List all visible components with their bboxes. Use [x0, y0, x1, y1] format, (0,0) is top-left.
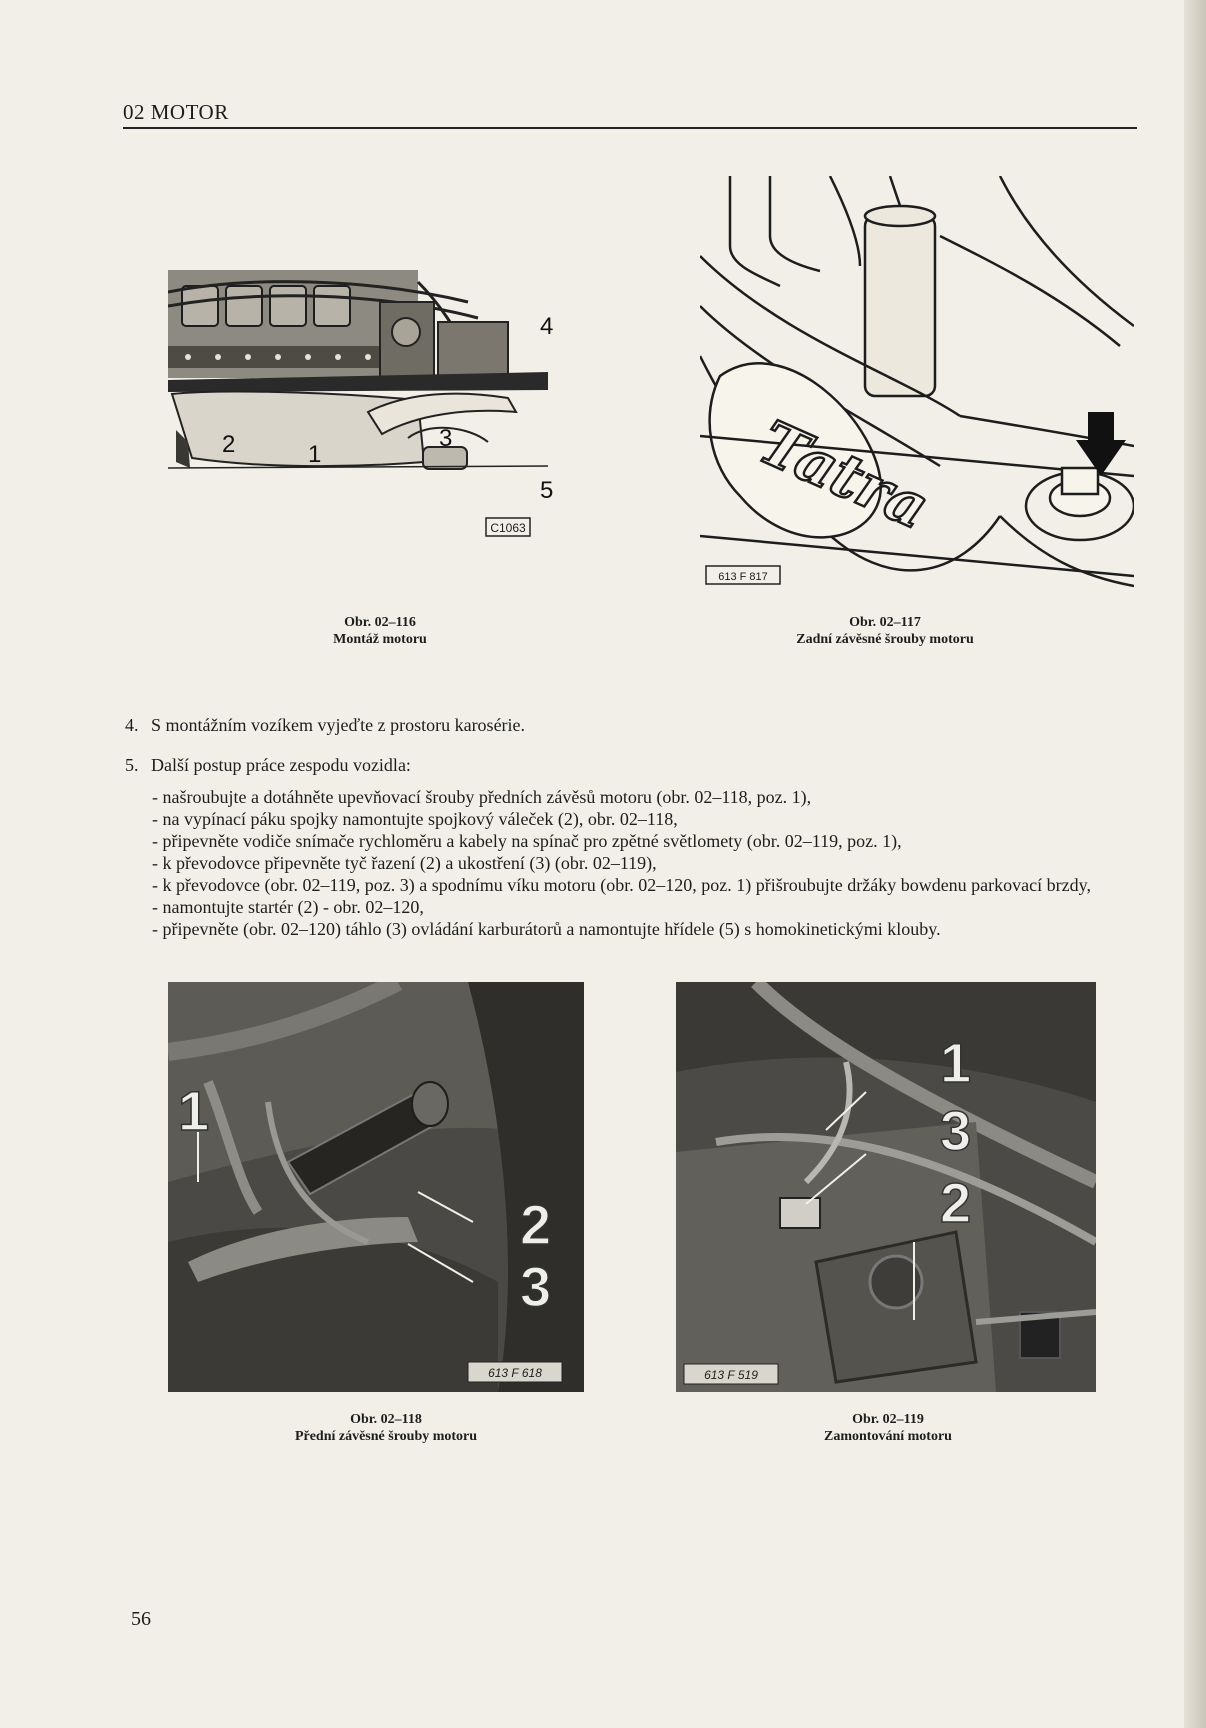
page-edge: [1184, 0, 1206, 1728]
figure-code: 613 F 817: [718, 571, 768, 583]
figure-02-117: [700, 176, 1134, 594]
front-mount-photo: [168, 982, 584, 1392]
figure-title: Montáž motoru: [333, 632, 427, 647]
figure-number: Obr. 02–118: [350, 1412, 422, 1427]
step-5: [125, 754, 411, 776]
page-number: 56: [131, 1608, 151, 1630]
caption-02-119: [758, 1411, 1018, 1445]
figure-number: Obr. 02–119: [852, 1412, 924, 1427]
header-rule: [123, 127, 1137, 129]
caption-02-117: [750, 614, 1020, 648]
caption-02-118: [256, 1411, 516, 1445]
figure-02-119: [676, 982, 1096, 1392]
list-item: - namontujte startér (2) - obr. 02–120,: [152, 897, 424, 917]
engine-drawing: [168, 262, 592, 592]
figure-number: Obr. 02–116: [344, 615, 416, 630]
figure-02-118: [168, 982, 584, 1392]
callout-label: 3: [520, 1255, 552, 1318]
figure-number: Obr. 02–117: [849, 615, 921, 630]
callout-label: 1: [940, 1031, 972, 1094]
step-text: Další postup práce zespodu vozidla:: [151, 755, 411, 775]
list-item: - k převodovce (obr. 02–119, poz. 3) a spodnímu víku motoru (obr. 02–120, poz. 1) přišroubujte držáky bowdenu parkovací brzdy,: [152, 875, 1091, 895]
callout-label: 1: [178, 1079, 210, 1142]
figure-02-116: [168, 262, 592, 592]
callout-label: 1: [308, 441, 322, 468]
engine-mount-drawing: [700, 176, 1134, 594]
step-text: S montážním vozíkem vyjeďte z prostoru karosérie.: [151, 715, 526, 735]
list-item: - našroubujte a dotáhněte upevňovací šrouby předních závěsů motoru (obr. 02–118, poz. 1),: [152, 787, 812, 807]
callout-label: 3: [439, 425, 453, 452]
section-title: 02 MOTOR: [123, 100, 229, 124]
callout-label: 3: [940, 1099, 972, 1162]
figure-code: 613 F 519: [704, 1368, 758, 1382]
step-4: [125, 714, 525, 736]
tatra-logo: Tatra: [749, 407, 939, 544]
callout-label: 2: [222, 431, 236, 458]
substep-list: [152, 786, 1152, 940]
list-item: - připevněte (obr. 02–120) táhlo (3) ovládání karburátorů a namontujte hřídele (5) s homokinetickými klouby.: [152, 919, 941, 939]
engine-installation-photo: [676, 982, 1096, 1392]
callout-label: 2: [520, 1193, 552, 1256]
figure-title: Zadní závěsné šrouby motoru: [796, 632, 974, 647]
callout-label: 5: [540, 477, 554, 504]
callout-label: 2: [940, 1171, 972, 1234]
figure-code: C1063: [490, 521, 526, 535]
figure-code: 613 F 618: [488, 1366, 542, 1380]
list-item: - k převodovce připevněte tyč řazení (2) a ukostření (3) (obr. 02–119),: [152, 853, 657, 873]
callout-label: 4: [540, 313, 554, 340]
step-number: 4.: [125, 715, 139, 735]
list-item: - připevněte vodiče snímače rychloměru a kabely na spínač pro zpětné světlomety (obr. 02–119, poz. 1),: [152, 831, 902, 851]
page-header: [123, 100, 1137, 128]
step-number: 5.: [125, 755, 139, 775]
figure-title: Přední závěsné šrouby motoru: [294, 1429, 478, 1444]
figure-title: Zamontování motoru: [824, 1429, 952, 1444]
list-item: - na vypínací páku spojky namontujte spojkový váleček (2), obr. 02–118,: [152, 809, 678, 829]
caption-02-116: [280, 614, 480, 648]
